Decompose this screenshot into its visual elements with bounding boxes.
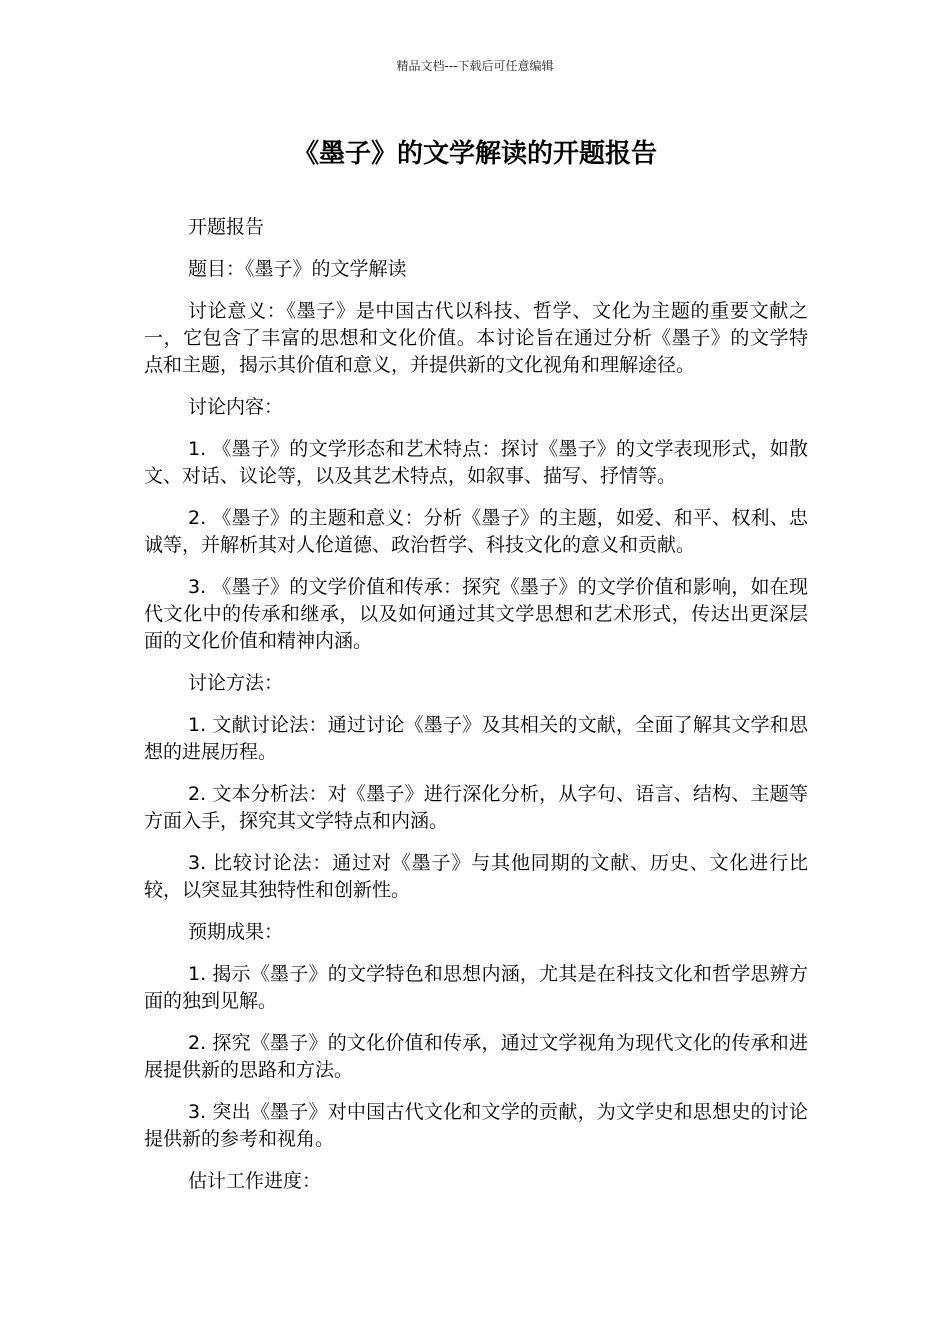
paragraph-method-item-3: 3. 比较讨论法：通过对《墨子》与其他同期的文献、历史、文化进行比较，以突显其独特性和创新性。 — [144, 852, 808, 901]
paragraph-method-heading: 讨论方法： — [188, 672, 284, 694]
paragraph-topic: 题目：《墨子》的文学解读 — [188, 258, 407, 280]
paragraph-method-item-1: 1. 文献讨论法：通过讨论《墨子》及其相关的文献，全面了解其文学和思想的进展历程。 — [144, 714, 808, 763]
paragraph-content-heading: 讨论内容： — [188, 396, 284, 418]
paragraph-schedule-heading: 估计工作进度： — [188, 1170, 322, 1192]
paragraph-outcome-item-1: 1. 揭示《墨子》的文学特色和思想内涵，尤其是在科技文化和哲学思辨方面的独到见解。 — [144, 963, 808, 1012]
paragraph-outcome-item-2: 2. 探究《墨子》的文化价值和传承，通过文学视角为现代文化的传承和进展提供新的思路和方法。 — [144, 1032, 808, 1081]
paragraph-outcome-item-3: 3. 突出《墨子》对中国古代文化和文学的贡献，为文学史和思想史的讨论提供新的参考和视角。 — [144, 1101, 808, 1150]
paragraph-content-item-1: 1. 《墨子》的文学形态和艺术特点：探讨《墨子》的文学表现形式，如散文、对话、议论等，以及其艺术特点，如叙事、描写、抒情等。 — [144, 438, 808, 487]
document-title: 《墨子》的文学解读的开题报告 — [292, 139, 657, 169]
document-body — [144, 214, 808, 1210]
paragraph-content-item-2: 2. 《墨子》的主题和意义：分析《墨子》的主题，如爱、和平、权利、忠诚等，并解析其对人伦道德、政治哲学、科技文化的意义和贡献。 — [144, 507, 808, 556]
paragraph-significance: 讨论意义：《墨子》是中国古代以科技、哲学、文化为主题的重要文献之一，它包含了丰富的思想和文化价值。本讨论旨在通过分析《墨子》的文学特点和主题，揭示其价值和意义，并提供新的文化视角和理解途径。 — [144, 300, 808, 376]
page-header: 精品文档---下载后可任意编辑 — [396, 59, 554, 73]
paragraph-report-label: 开题报告 — [188, 216, 265, 238]
paragraph-content-item-3: 3. 《墨子》的文学价值和传承：探究《墨子》的文学价值和影响，如在现代文化中的传承和继承，以及如何通过其文学思想和艺术形式，传达出更深层面的文化价值和精神内涵。 — [144, 576, 808, 652]
paragraph-outcome-heading: 预期成果： — [188, 921, 284, 943]
paragraph-method-item-2: 2. 文本分析法：对《墨子》进行深化分析，从字句、语言、结构、主题等方面入手，探究其文学特点和内涵。 — [144, 783, 808, 832]
